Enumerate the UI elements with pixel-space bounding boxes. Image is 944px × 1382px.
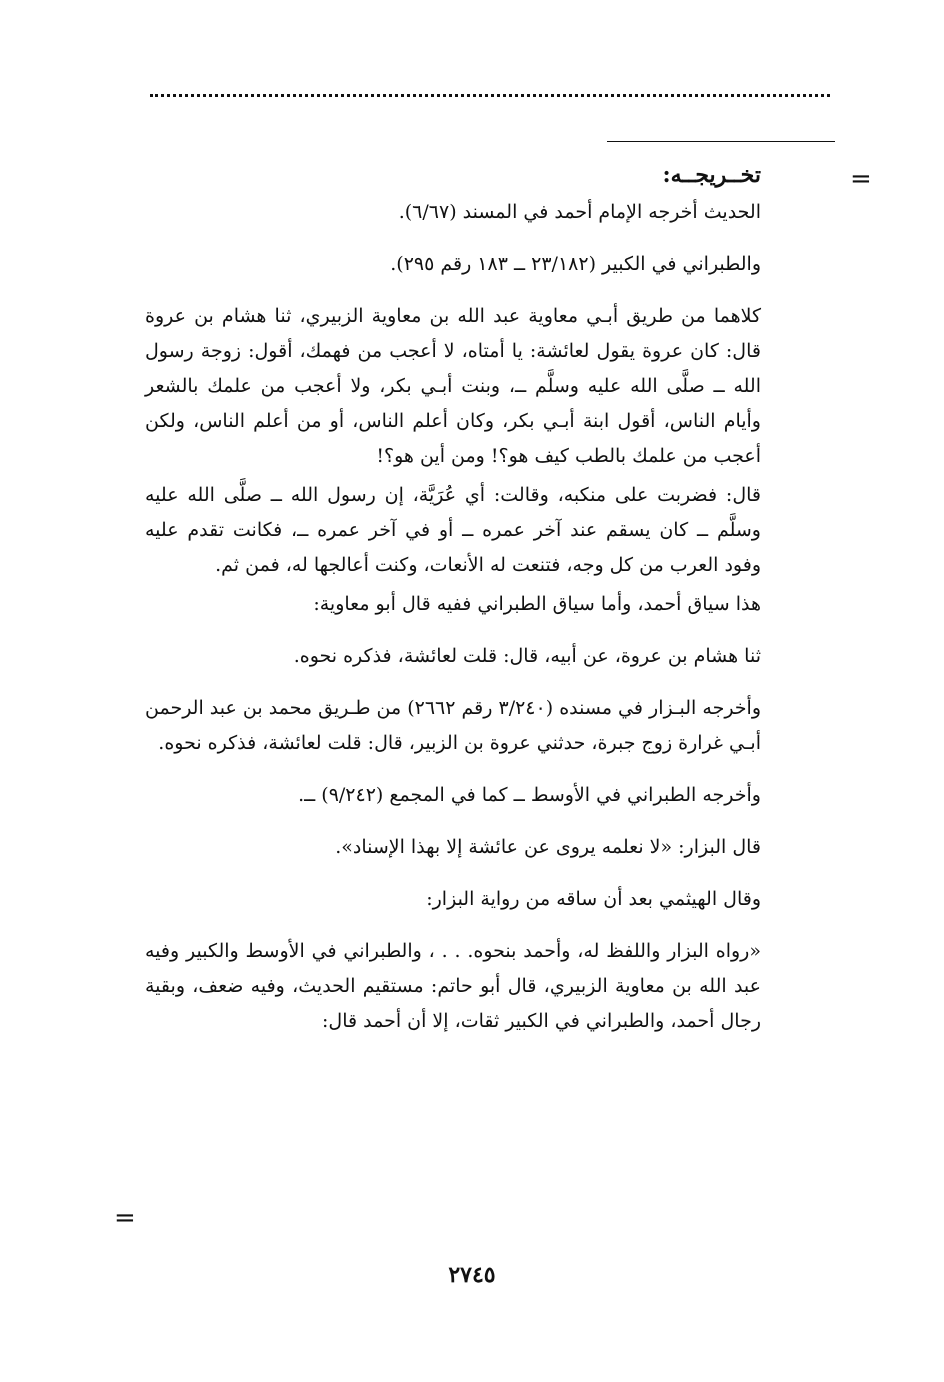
paragraph: قال: فضربت على منكبه، وقالت: أي عُرَيَّة، إن رسول الله ــ صلَّى الله عليه وسلَّم ــ كان يسقم عند آخر عمره ــ أو في آخر عمره ــ، فكانت تقدم عليه وفود العرب من كل وجه، فتنعت له الأنعات، وكنت أعالجها له، فمن ثم. — [145, 484, 761, 576]
paragraph: والطبراني في الكبير (٢٣/١٨٢ ــ ١٨٣ رقم ٢٩٥). — [390, 253, 761, 275]
dotted-separator — [150, 94, 830, 97]
page-content — [145, 158, 761, 1056]
page-number: ٢٧٤٥ — [448, 1262, 496, 1288]
paragraph: قال البزار: «لا نعلمه يروى عن عائشة إلا بهذا الإسناد». — [335, 836, 761, 858]
paragraph: وأخرجه الطبراني في الأوسط ــ كما في المجمع (٩/٢٤٢) ــ. — [298, 784, 761, 806]
paragraph: وقال الهيثمي بعد أن ساقه من رواية البزار: — [426, 888, 761, 910]
paragraph: وأخرجه البـزار في مسنده (٣/٢٤٠ رقم ٢٦٦٢) من طـريق محمد بن عبد الرحمن أبـي غرارة زوج جبرة، حدثني عروة بن الزبير، قال: قلت لعائشة، فذكره نحوه. — [145, 697, 761, 754]
paragraph: كلاهما من طريق أبـي معاوية عبد الله بن معاوية الزبيري، ثنا هشام بن عروة قال: كان عروة يقول لعائشة: يا أمتاه، لا أعجب من فهمك، أقول: زوجة رسول الله ــ صلَّى الله عليه وسلَّم ــ، وبنت أبـي بكر، ولا أعجب من علمك بالشعر وأيام الناس، أقول ابنة أبـي بكر، وكان أعلم الناس، أو من أعلم الناس، ولكن أعجب من علمك بالطب كيف هو؟! ومن أين هو؟! — [145, 305, 761, 467]
paragraph: ثنا هشام بن عروة، عن أبيه، قال: قلت لعائشة، فذكره نحوه. — [293, 645, 761, 667]
paragraph: الحديث أخرجه الإمام أحمد في المسند (٦/٦٧). — [398, 201, 761, 223]
paragraph: «رواه البزار واللفظ له، وأحمد بنحوه. . . ، والطبراني في الأوسط والكبير وفيه عبد الله بن معاوية الزبيري، قال أبو حاتم: مستقيم الحديث، وفيه ضعف، وبقية رجال أحمد، والطبراني في الكبير ثقات، إلا أن أحمد قال: — [145, 940, 761, 1032]
section-heading: تخــريجــه: — [662, 162, 761, 188]
continuation-mark-top: = — [850, 164, 872, 194]
continuation-mark-bottom: = — [114, 1203, 136, 1233]
paragraph: هذا سياق أحمد، وأما سياق الطبراني ففيه قال أبو معاوية: — [313, 593, 761, 615]
heading-rule — [607, 141, 835, 142]
